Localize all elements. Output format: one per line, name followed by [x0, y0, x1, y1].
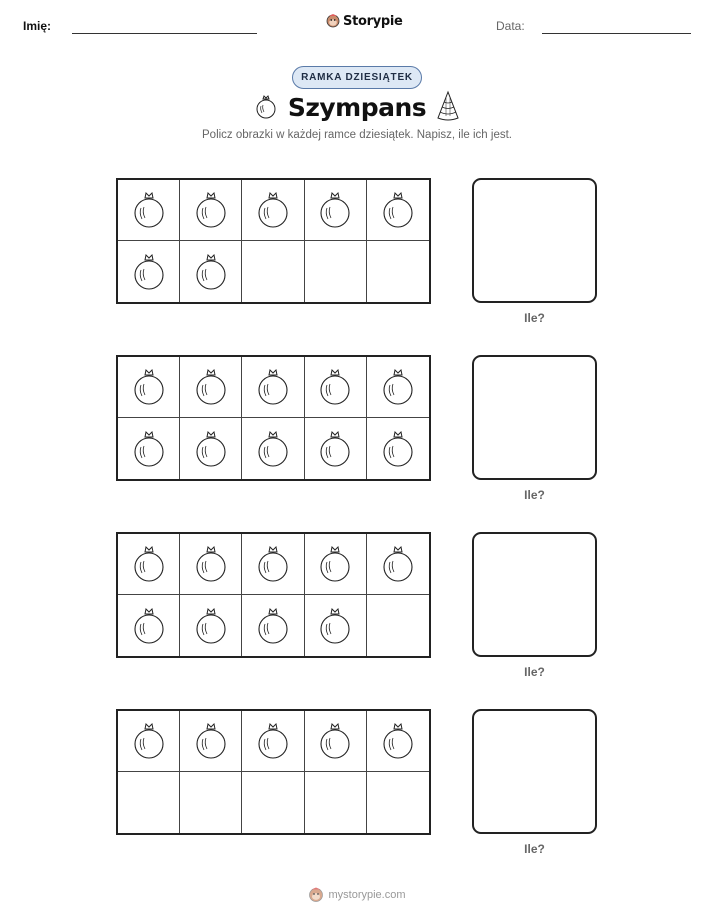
pomegranate-icon — [381, 191, 415, 229]
pomegranate-icon — [194, 430, 228, 468]
pomegranate-icon — [132, 607, 166, 645]
ten-frame-cell — [118, 180, 180, 241]
brand-logo — [326, 13, 403, 29]
ten-frame-cell — [305, 534, 367, 595]
pomegranate-icon — [318, 368, 352, 406]
pomegranate-icon — [381, 545, 415, 583]
pomegranate-icon — [256, 722, 290, 760]
ten-frame-cell — [367, 241, 429, 302]
ten-frame-cell — [118, 241, 180, 302]
ten-frame-cell — [305, 180, 367, 241]
pomegranate-icon — [256, 191, 290, 229]
ten-frame-cell — [305, 711, 367, 772]
pomegranate-icon — [256, 430, 290, 468]
name-line[interactable] — [72, 33, 257, 34]
brand-name: Storypie — [343, 13, 403, 29]
ten-frame-cell — [367, 595, 429, 656]
chimp-mascot-icon — [308, 886, 324, 904]
pomegranate-icon — [194, 253, 228, 291]
ten-frame-cell — [242, 241, 304, 302]
ten-frame-cell — [180, 418, 242, 479]
title-row — [0, 90, 714, 130]
date-label: Data: — [496, 19, 525, 33]
ten-frame-cell — [305, 241, 367, 302]
pomegranate-icon — [132, 722, 166, 760]
ten-frame-cell — [180, 772, 242, 833]
pomegranate-icon — [318, 722, 352, 760]
answer-box-4[interactable] — [472, 709, 597, 834]
chimp-mascot-icon — [326, 13, 340, 29]
ten-frame-cell — [305, 772, 367, 833]
ten-frame-cell — [242, 711, 304, 772]
ten-frame-cell — [118, 711, 180, 772]
pomegranate-icon — [194, 607, 228, 645]
ten-frame-cell — [367, 180, 429, 241]
ten-frame-cell — [367, 357, 429, 418]
answer-box-2[interactable] — [472, 355, 597, 480]
ten-frame-cell — [118, 418, 180, 479]
ten-frame-cell — [305, 357, 367, 418]
ten-frame-cell — [367, 534, 429, 595]
ten-frame-2 — [116, 355, 431, 481]
ten-frame-cell — [180, 180, 242, 241]
pomegranate-icon — [318, 430, 352, 468]
pomegranate-icon — [194, 368, 228, 406]
ten-frame-cell — [180, 357, 242, 418]
ten-frame-cell — [242, 534, 304, 595]
ten-frame-cell — [118, 772, 180, 833]
pomegranate-icon — [132, 545, 166, 583]
ten-frame-1 — [116, 178, 431, 304]
pomegranate-icon — [256, 368, 290, 406]
pomegranate-icon — [132, 368, 166, 406]
ten-frame-cell — [242, 357, 304, 418]
ten-frame-cell — [180, 711, 242, 772]
ten-frame-cell — [242, 418, 304, 479]
ten-frame-cell — [305, 595, 367, 656]
ten-frame-cell — [367, 711, 429, 772]
ten-frame-cell — [180, 534, 242, 595]
pomegranate-icon — [194, 191, 228, 229]
name-label: Imię: — [23, 19, 52, 33]
ten-frame-cell — [180, 595, 242, 656]
pomegranate-icon — [256, 607, 290, 645]
ten-frame-cell — [305, 418, 367, 479]
pine-cone-icon — [434, 90, 462, 122]
ten-frame-cell — [118, 595, 180, 656]
ten-frame-cell — [367, 418, 429, 479]
pomegranate-icon — [318, 545, 352, 583]
answer-label: Ile? — [524, 311, 545, 325]
answer-box-1[interactable] — [472, 178, 597, 303]
ten-frame-cell — [242, 772, 304, 833]
footer-url[interactable]: mystorypie.com — [328, 889, 406, 901]
pomegranate-icon — [194, 722, 228, 760]
pomegranate-icon — [381, 368, 415, 406]
pomegranate-icon — [132, 191, 166, 229]
pomegranate-icon — [132, 253, 166, 291]
page-title: Szympans — [287, 93, 427, 122]
worksheet-type-badge: RAMKA DZIESIĄTEK — [292, 66, 422, 89]
answer-label: Ile? — [524, 488, 545, 502]
ten-frame-cell — [118, 534, 180, 595]
pomegranate-icon — [318, 607, 352, 645]
date-line[interactable] — [542, 33, 691, 34]
pomegranate-icon — [194, 545, 228, 583]
pomegranate-icon — [381, 430, 415, 468]
ten-frame-cell — [242, 595, 304, 656]
ten-frame-cell — [367, 772, 429, 833]
ten-frame-cell — [118, 357, 180, 418]
pomegranate-icon — [318, 191, 352, 229]
pomegranate-icon — [256, 545, 290, 583]
pomegranate-icon — [381, 722, 415, 760]
footer — [0, 886, 714, 904]
ten-frame-3 — [116, 532, 431, 658]
pomegranate-icon — [132, 430, 166, 468]
ten-frame-cell — [180, 241, 242, 302]
ten-frame-cell — [242, 180, 304, 241]
answer-label: Ile? — [524, 665, 545, 679]
ten-frame-4 — [116, 709, 431, 835]
instructions: Policz obrazki w każdej ramce dziesiątek. Napisz, ile ich jest. — [202, 129, 512, 141]
answer-box-3[interactable] — [472, 532, 597, 657]
answer-label: Ile? — [524, 842, 545, 856]
